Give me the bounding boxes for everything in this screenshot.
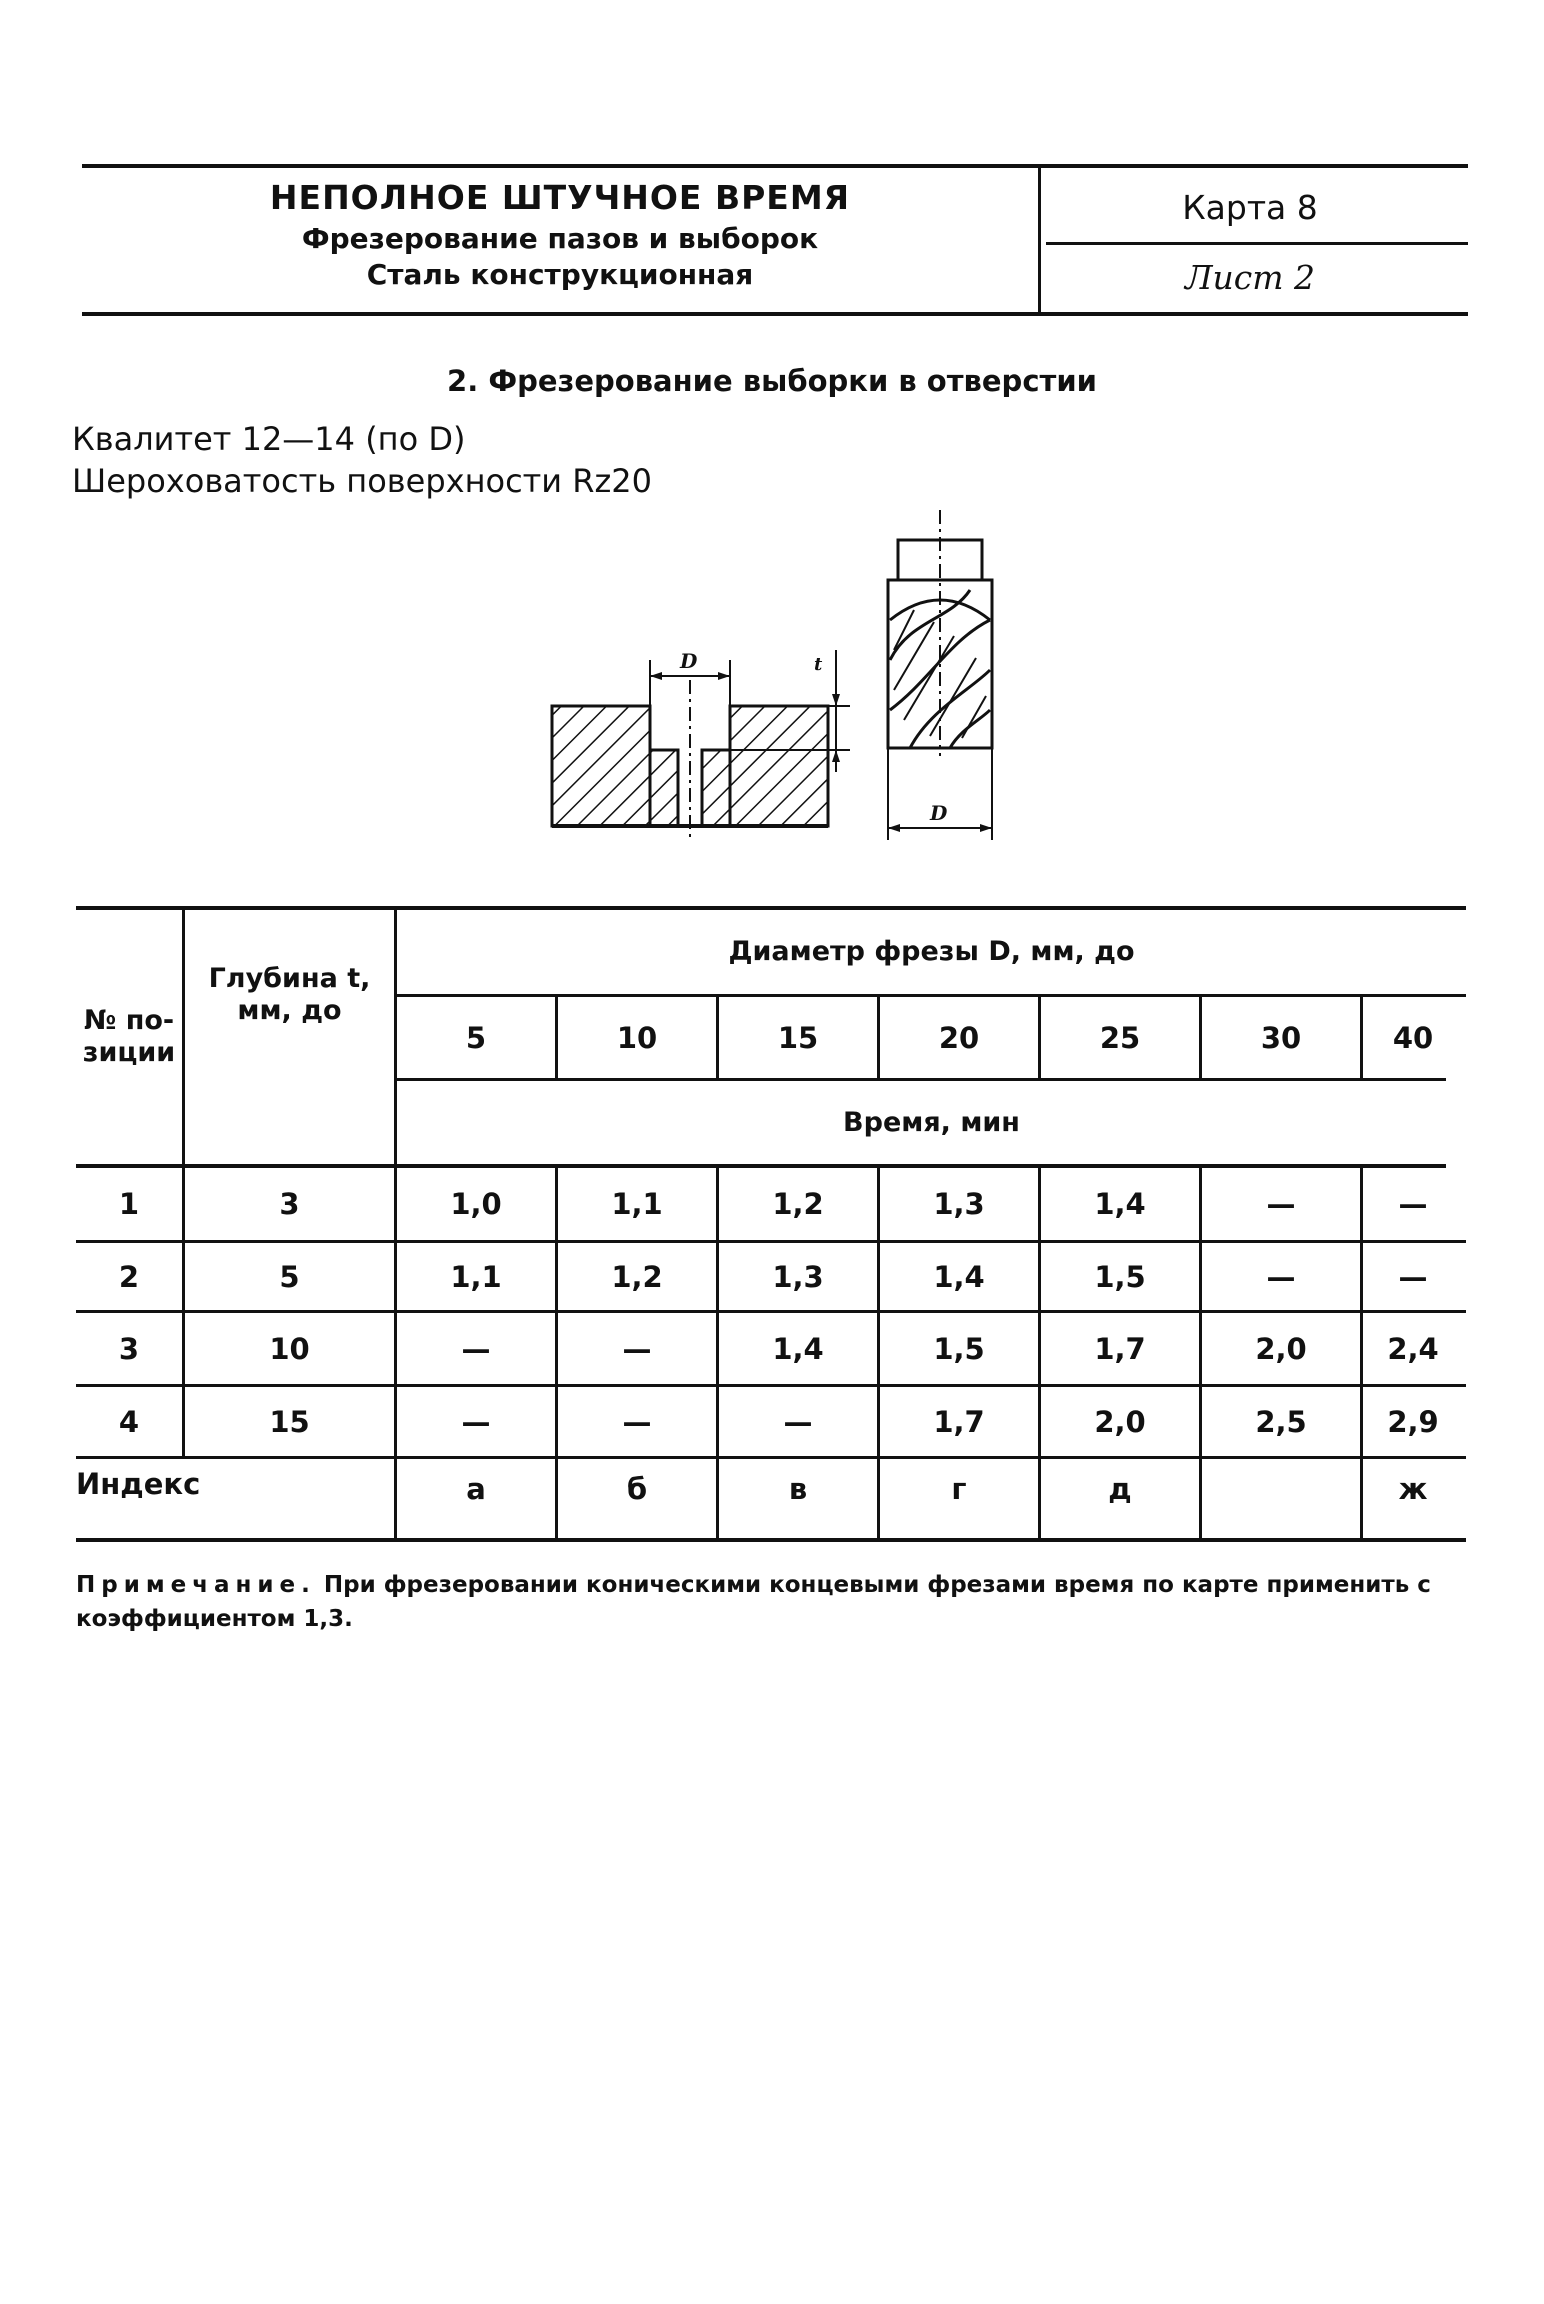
row1-value-d25: 1,4 (1094, 1187, 1146, 1221)
row2-depth: 5 (279, 1259, 300, 1294)
diameter-25: 25 (1099, 1020, 1141, 1055)
diameter-label-workpiece: D (680, 649, 698, 673)
row3-depth: 10 (269, 1331, 310, 1366)
technical-drawing (530, 510, 1030, 850)
index-d20: г (951, 1472, 967, 1506)
footnote-lead: Примечание. (76, 1572, 316, 1598)
diameter-label-cutter: D (930, 801, 948, 825)
row3-value-d15: 1,4 (772, 1331, 824, 1366)
row4-value-d10: — (622, 1404, 652, 1439)
sheet-number: Лист 2 (1184, 258, 1316, 297)
row2-value-d40: — (1398, 1259, 1428, 1294)
footnote-text: При фрезеровании коническими концевыми фрезами время по карте применить с коэффициентом 1,3. (76, 1572, 1431, 1632)
header-time: Время, мин (843, 1106, 1020, 1138)
header-bottom-rule (82, 312, 1468, 316)
row2-value-d5: 1,1 (450, 1259, 502, 1294)
header-depth: Глубина t, мм, до (208, 963, 371, 1026)
header-diameter: Диаметр фрезы D, мм, до (728, 936, 1135, 967)
diameter-dimension-cutter (888, 748, 992, 840)
row2-value-d30: — (1266, 1259, 1296, 1294)
row4-value-d25: 2,0 (1094, 1404, 1146, 1439)
card-number: Карта 8 (1182, 188, 1318, 227)
row1-position: 1 (118, 1187, 140, 1221)
row4-position: 4 (118, 1404, 140, 1439)
row2-value-d20: 1,4 (933, 1259, 985, 1294)
row3-value-d25: 1,7 (1094, 1331, 1146, 1366)
row3-value-d20: 1,5 (933, 1331, 985, 1366)
row3-value-d30: 2,0 (1255, 1331, 1307, 1366)
row1-value-d5: 1,0 (450, 1187, 502, 1221)
row2-value-d25: 1,5 (1094, 1259, 1146, 1294)
row2-position: 2 (118, 1259, 140, 1294)
index-d30 (1202, 1459, 1360, 1519)
depth-label: t (814, 654, 823, 675)
row1-value-d40: — (1398, 1187, 1428, 1221)
document-title: НЕПОЛНОЕ ШТУЧНОЕ ВРЕМЯ (269, 178, 851, 217)
row1-value-d10: 1,1 (611, 1187, 663, 1221)
index-d10: б (626, 1472, 648, 1506)
index-label: Индекс (76, 1467, 201, 1501)
index-d15: в (788, 1472, 808, 1506)
row1-value-d30: — (1266, 1187, 1296, 1221)
diameter-20: 20 (938, 1020, 980, 1055)
row3-value-d10: — (622, 1331, 652, 1366)
diameter-5: 5 (465, 1020, 487, 1055)
row4-value-d20: 1,7 (933, 1404, 985, 1439)
footnote (76, 1568, 1466, 1636)
table-bottom-rule (76, 1538, 1466, 1542)
row3-value-d40: 2,4 (1387, 1331, 1439, 1366)
diameter-10: 10 (616, 1020, 658, 1055)
quality-spec: Квалитет 12—14 (по D) (72, 420, 466, 458)
diameter-40: 40 (1392, 1020, 1434, 1055)
row2-value-d10: 1,2 (611, 1259, 663, 1294)
row3-value-d5: — (461, 1331, 491, 1366)
row1-depth: 3 (279, 1187, 300, 1221)
row1-value-d20: 1,3 (933, 1187, 985, 1221)
card-sheet-divider (1046, 242, 1468, 245)
row3-position: 3 (118, 1331, 140, 1366)
row4-value-d40: 2,9 (1387, 1404, 1439, 1439)
index-d25: д (1108, 1472, 1132, 1506)
header-top-rule (82, 164, 1468, 168)
row4-depth: 15 (269, 1404, 310, 1439)
index-d40: ж (1398, 1472, 1428, 1506)
diameter-30: 30 (1260, 1020, 1302, 1055)
header-position: № по- зиции (82, 1005, 176, 1068)
row4-value-d15: — (783, 1404, 813, 1439)
row4-value-d30: 2,5 (1255, 1404, 1307, 1439)
row1-value-d15: 1,2 (772, 1187, 824, 1221)
document-subtitle-material: Сталь конструкционная (366, 258, 754, 291)
document-subtitle-operation: Фрезерование пазов и выборок (301, 222, 819, 255)
row2-value-d15: 1,3 (772, 1259, 824, 1294)
diameter-15: 15 (777, 1020, 819, 1055)
index-d5: а (466, 1472, 486, 1506)
roughness-spec: Шероховатость поверхности Rz20 (72, 462, 653, 500)
row4-value-d5: — (461, 1404, 491, 1439)
section-title: 2. Фрезерование выборки в отверстии (447, 364, 1097, 398)
